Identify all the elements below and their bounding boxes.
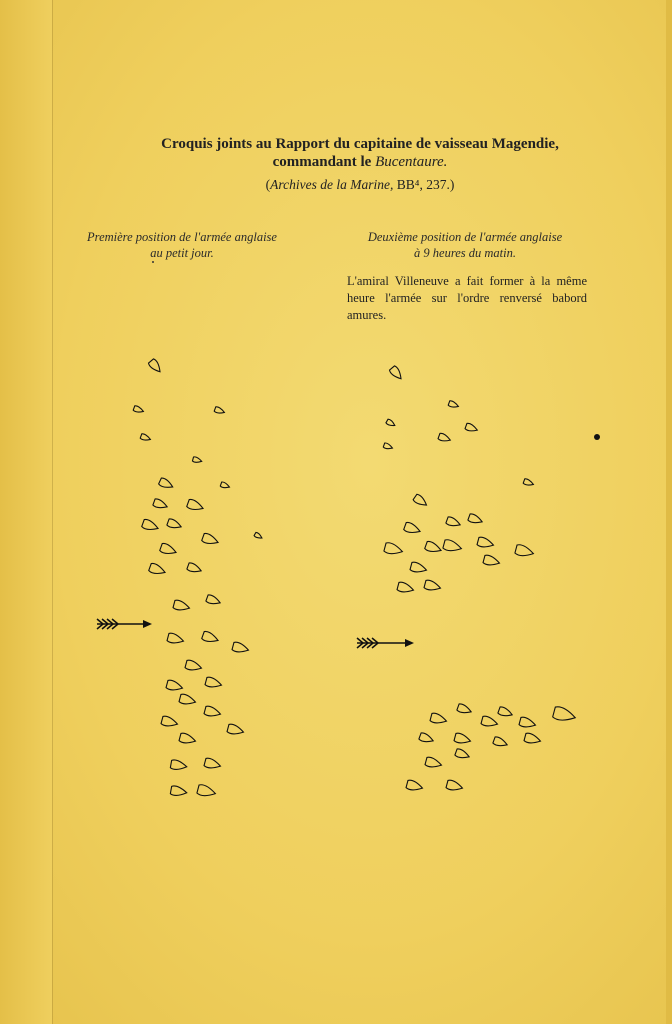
second-position-ship-6 (383, 443, 393, 451)
first-position-ship-31 (204, 758, 222, 771)
second-position-ship-24 (481, 716, 499, 729)
first-position-ship-33 (197, 784, 217, 799)
wind-arrow-left (97, 619, 152, 629)
first-position-ship-8 (220, 482, 230, 490)
wind-arrow-right (357, 638, 414, 648)
caption-second-line1: Deuxième position de l'armée anglaise (367, 230, 563, 244)
first-position-ship-2 (133, 405, 144, 414)
first-position-ship-9 (153, 498, 169, 510)
second-position-ship-27 (419, 732, 435, 744)
second-position-ship-21 (430, 713, 448, 726)
first-position-ship-29 (179, 733, 197, 746)
first-position-ship-18 (206, 594, 222, 606)
document-title: Croquis joints au Rapport du capitaine de vaisseau Magendie, (161, 136, 559, 152)
first-position-ship-4 (140, 433, 151, 442)
arrow-head (405, 639, 414, 647)
arrow-head (143, 620, 152, 628)
second-position-ship-3 (386, 419, 396, 428)
first-position-ship-15 (148, 563, 166, 577)
archive-ref: BB⁴, 237.) (393, 177, 455, 192)
villeneuve-note: L'amiral Villeneuve a fait former à la même heure l'armée sur l'ordre renversé babord amures. (347, 274, 587, 322)
second-position-ship-26 (552, 706, 577, 724)
first-position-ship-10 (141, 519, 159, 533)
second-position-ship-17 (410, 562, 428, 575)
second-position-ship-20 (424, 580, 442, 593)
second-position-ship-23 (498, 706, 514, 718)
first-position-ship-12 (254, 532, 263, 540)
first-position-ship-25 (179, 694, 197, 707)
first-position-fleet (133, 358, 263, 798)
second-position-ship-12 (424, 541, 442, 555)
second-position-ship-18 (483, 555, 501, 568)
first-position-ship-13 (159, 543, 177, 557)
second-position-ship-25 (519, 717, 537, 730)
first-position-ship-23 (166, 680, 184, 693)
second-position-ship-7 (523, 478, 534, 487)
second-position-ship-31 (455, 748, 471, 760)
second-position-ship-34 (446, 780, 464, 793)
second-position-ship-10 (446, 516, 462, 528)
first-position-ship-11 (167, 518, 183, 530)
first-position-ship-22 (185, 660, 203, 673)
first-position-ship-19 (167, 633, 185, 646)
second-position-ship-33 (406, 780, 424, 793)
first-position-ship-20 (201, 631, 219, 645)
second-position-ship-14 (443, 539, 463, 554)
first-position-ship-28 (227, 724, 245, 737)
second-position-ship-2 (448, 400, 459, 409)
first-position-ship-26 (161, 716, 179, 729)
second-position-ship-29 (493, 736, 509, 748)
caption-first-line2: au petit jour. (150, 246, 214, 260)
first-position-ship-30 (170, 759, 187, 771)
second-position-ship-9 (468, 513, 484, 525)
second-position-ship-11 (403, 522, 421, 536)
second-position-ship-32 (425, 757, 443, 770)
first-position-ship-32 (170, 785, 187, 797)
first-position-ship-27 (204, 706, 222, 719)
first-position-ship-6 (158, 477, 174, 490)
first-position-ship-17 (173, 600, 191, 613)
first-position-ship-5 (192, 456, 202, 463)
second-position-ship-22 (457, 703, 473, 715)
first-position-ship-7 (186, 499, 204, 513)
second-position-ship-8 (413, 494, 429, 509)
ink-dot (594, 434, 600, 440)
first-position-ship-1 (148, 358, 163, 374)
archive-open-paren: ( (265, 177, 271, 192)
ship-name: Bucentaure. (375, 154, 448, 170)
first-position-ship-3 (214, 406, 225, 415)
first-position-ship-16 (187, 562, 203, 574)
second-position-ship-1 (389, 365, 404, 381)
second-position-ship-4 (438, 433, 452, 444)
second-position-ship-13 (384, 542, 404, 557)
ink-speck (152, 261, 154, 263)
caption-second-line2: à 9 heures du matin. (414, 246, 516, 260)
caption-first-line1: Première position de l'armée anglaise (87, 230, 277, 244)
second-position-ship-15 (477, 537, 495, 550)
second-position-ship-28 (454, 733, 472, 746)
first-position-ship-14 (201, 533, 219, 547)
second-position-ship-5 (465, 423, 479, 434)
second-position-ship-19 (397, 582, 415, 595)
second-position-ship-30 (524, 733, 542, 746)
first-position-ship-21 (232, 642, 250, 655)
archive-name: Archives de la Marine, (270, 177, 394, 192)
first-position-ship-24 (205, 677, 223, 690)
second-position-fleet (383, 365, 577, 792)
second-position-ship-16 (515, 544, 535, 559)
title-prefix: commandant le (272, 154, 376, 170)
